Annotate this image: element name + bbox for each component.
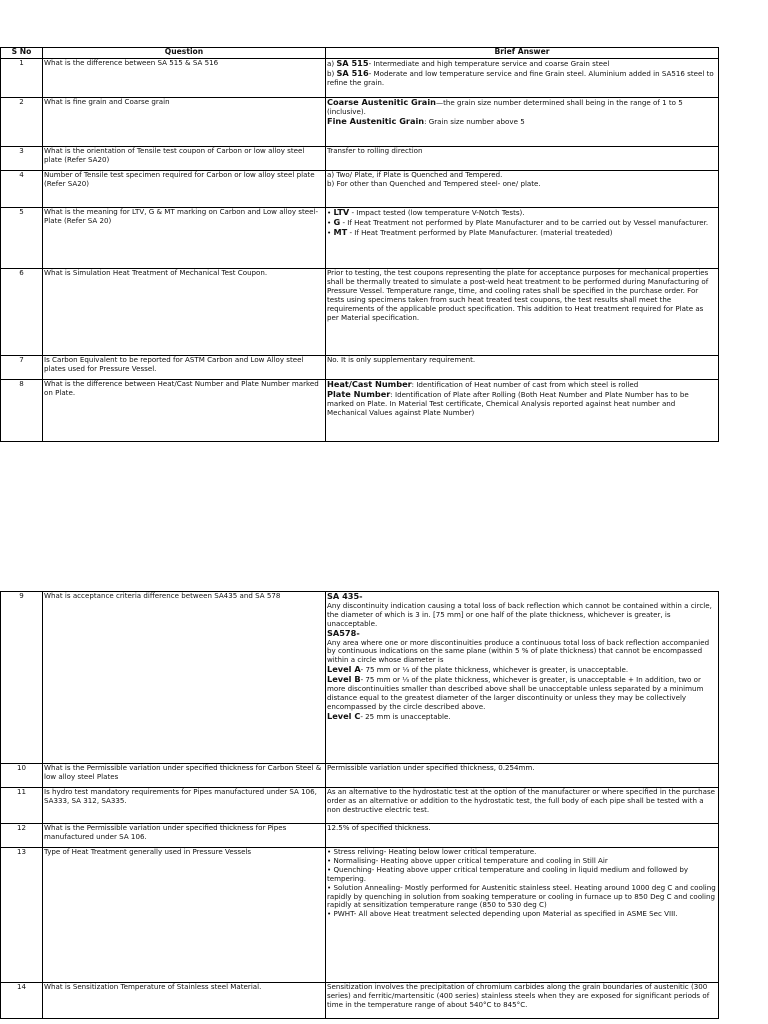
answer-text: • Solution Annealing- Mostly performed for Austenitic stainless steel. Heating around 1000 deg C and cooling rapidly by quenching in solution from soaking temperature or cooling in furnace up to 850 Deg C and cooling rapidly at sensitization temperature range (850 to 530 deg C): [327, 882, 716, 910]
question-cell: What is the difference between SA 515 & SA 516: [43, 59, 326, 98]
header-answer: Brief Answer: [326, 48, 719, 59]
question-cell: What is Simulation Heat Treatment of Mechanical Test Coupon.: [43, 269, 326, 356]
answer-text: Transfer to rolling direction: [327, 146, 423, 155]
table-row: [1, 98, 719, 147]
answer-text: Prior to testing, the test coupons representing the plate for acceptance purposes for mechanical properties shall be thermally treated to simulate a post-weld heat treatment to be performed during Manufacturing of Pressure Vessel. Temperature range, time, and cooling rates shall be specified in the purchase order. For tests using specimens taken from such heat treated test coupons, the test results shall meet the requirements of the applicable product specification. This addition to Heat treatment required for Plate as per Material specification.: [327, 268, 709, 322]
answer-line: [327, 208, 717, 218]
answer-line: [327, 910, 717, 919]
answer-term: SA 516: [336, 67, 369, 78]
answer-prefix: b): [327, 68, 337, 78]
answer-cell: [326, 824, 719, 848]
answer-cell: [326, 269, 719, 356]
table-row: [1, 59, 719, 98]
answer-term: Level B: [327, 674, 361, 685]
answer-line: [327, 390, 717, 418]
header-sno: S No: [1, 48, 43, 59]
question-cell: Is hydro test mandatory requirements for Pipes manufactured under SA 106, SA333, SA 312, SA335.: [43, 788, 326, 824]
answer-term: Level C: [327, 710, 361, 721]
qa-table-bottom: [0, 591, 719, 1019]
answer-text: : Identification of Plate after Rolling (Both Heat Number and Plate Number has to be marked on Plate. In Material Test certificate, Chemical Analysis reported against heat number and Mechanical Values against Plate Number): [327, 389, 689, 417]
question-cell: What is the orientation of Tensile test coupon of Carbon or low alloy steel plate (Refer SA20): [43, 147, 326, 171]
table-row: [1, 147, 719, 171]
answer-line: [327, 675, 717, 712]
answer-text: —the grain size number determined shall being in the range of 1 to 5 (inclusive).: [327, 98, 683, 116]
answer-text: - 75 mm or ⅓ of the plate thickness, whichever is greater, is unacceptable.: [360, 665, 629, 675]
row-number: 8: [1, 380, 43, 442]
row-number: 10: [1, 764, 43, 788]
answer-line: [327, 712, 717, 722]
answer-term: Level A: [327, 664, 361, 675]
question-cell: What is the Permissible variation under specified thickness for Carbon Steel & low alloy steel Plates: [43, 764, 326, 788]
answer-cell: [326, 592, 719, 764]
answer-cell: [326, 380, 719, 442]
question-cell: Type of Heat Treatment generally used in Pressure Vessels: [43, 848, 326, 983]
table-row: [1, 788, 719, 824]
row-number: 14: [1, 983, 43, 1019]
row-number: 7: [1, 356, 43, 380]
table-row: [1, 380, 719, 442]
table-row: [1, 592, 719, 764]
answer-cell: [326, 171, 719, 208]
answer-line: [327, 764, 717, 773]
answer-text: : Grain size number above 5: [424, 116, 525, 126]
answer-cell: [326, 147, 719, 171]
answer-term: G: [333, 216, 341, 227]
answer-text: • Normalising- Heating above upper critical temperature and cooling in Still Air: [327, 855, 608, 865]
question-cell: What is the difference between Heat/Cast Number and Plate Number marked on Plate.: [43, 380, 326, 442]
qa-table-top: [0, 47, 719, 442]
table-row: [1, 824, 719, 848]
table-row: [1, 983, 719, 1019]
answer-line: [327, 788, 717, 815]
row-number: 5: [1, 208, 43, 269]
answer-text: Any discontinuity indication causing a total loss of back reflection which cannot be contained within a circle, the diameter of which is 3 in. [75 mm] or one half of the plate thickness, whichever is greater, is unacceptable.: [327, 600, 712, 628]
answer-term: Coarse Austenitic Grain: [327, 97, 436, 107]
question-cell: What is Sensitization Temperature of Stainless steel Material.: [43, 983, 326, 1019]
answer-text: b) For other than Quenched and Tempered steel- one/ plate.: [327, 178, 541, 188]
answer-cell: [326, 788, 719, 824]
answer-text: Permissible variation under specified thickness, 0.254mm.: [327, 763, 535, 772]
answer-text: : Identification of Heat number of cast from which steel is rolled: [411, 380, 639, 389]
answer-prefix: •: [327, 208, 334, 217]
answer-term: Fine Austenitic Grain: [327, 115, 425, 126]
table-row: [1, 171, 719, 208]
answer-cell: [326, 983, 719, 1019]
answer-cell: [326, 848, 719, 983]
answer-text: • Quenching- Heating above upper critical temperature and cooling in liquid medium and followed by tempering.: [327, 864, 689, 883]
row-number: 1: [1, 59, 43, 98]
question-cell: What is fine grain and Coarse grain: [43, 98, 326, 147]
answer-line: [327, 117, 717, 127]
answer-term: MT: [333, 226, 348, 237]
answer-line: [327, 824, 717, 833]
answer-cell: [326, 356, 719, 380]
answer-text: - Moderate and low temperature service and fine Grain steel. Aluminium added in SA516 steel to refine the grain.: [327, 68, 714, 87]
answer-line: [327, 665, 717, 675]
answer-term: SA 435-: [327, 591, 363, 601]
answer-line: [327, 147, 717, 156]
answer-text: a) Two/ Plate, if Plate is Quenched and Tempered.: [327, 170, 503, 179]
answer-line: [327, 69, 717, 88]
answer-text: - Intermediate and high temperature service and coarse Grain steel: [368, 59, 610, 68]
answer-term: Heat/Cast Number: [327, 379, 412, 389]
answer-line: [327, 218, 717, 228]
row-number: 12: [1, 824, 43, 848]
answer-line: [327, 639, 717, 666]
row-number: 3: [1, 147, 43, 171]
answer-line: [327, 884, 717, 911]
answer-text: As an alternative to the hydrostatic test at the option of the manufacturer or where specified in the purchase order as an alternative or addition to the hydrostatic test, the full body of each pipe shall be tested with a non destructive electric test.: [327, 787, 716, 814]
question-cell: What is the Permissible variation under specified thickness for Pipes manufactured under SA 106.: [43, 824, 326, 848]
answer-term: SA 515: [336, 58, 369, 68]
table-row: [1, 269, 719, 356]
answer-line: [327, 98, 717, 117]
answer-text: 12.5% of specified thickness.: [327, 823, 431, 832]
header-row: [1, 48, 719, 59]
answer-text: - 25 mm is unacceptable.: [360, 711, 451, 721]
table-row: [1, 848, 719, 983]
table-row: [1, 356, 719, 380]
answer-line: [327, 59, 717, 69]
answer-line: [327, 228, 717, 238]
answer-text: No. It is only supplementary requirement.: [327, 355, 476, 364]
answer-text: - If Heat Treatment performed by Plate Manufacturer. (material treateded): [347, 227, 613, 237]
row-number: 13: [1, 848, 43, 983]
answer-term: LTV: [333, 207, 350, 217]
row-number: 2: [1, 98, 43, 147]
row-number: 4: [1, 171, 43, 208]
answer-prefix: a): [327, 59, 337, 68]
answer-text: - If Heat Treatment not performed by Plate Manufacturer and to be carried out by Vessel manufacturer.: [340, 217, 709, 227]
answer-text: Any area where one or more discontinuities produce a continuous total loss of back reflection accompanied by continuous indications on the same plane (within 5 % of plate thickness) that cannot be encompassed within a circle whose diameter is: [327, 637, 710, 665]
table-row: [1, 764, 719, 788]
table-row: [1, 208, 719, 269]
answer-line: [327, 356, 717, 365]
answer-text: Sensitization involves the precipitation of chromium carbides along the grain boundaries of austenitic (300 series) and ferritic/martensitic (400 series) stainless steels when they are exposed for significant periods of time in the temperature range of about 540°C to 845°C.: [327, 982, 710, 1009]
question-cell: What is the meaning for LTV, G & MT marking on Carbon and Low alloy steel-Plate (Refer SA 20): [43, 208, 326, 269]
answer-line: [327, 602, 717, 629]
answer-text: - 75 mm or ⅓ of the plate thickness, whichever is greater, is unacceptable + In addition, two or more discontinuities smaller than described above shall be unacceptable unless separated by a minimum distance equal to the greatest diameter of the larger discontinuity or unless they may be collectively encompassed by the circle described above.: [327, 675, 704, 711]
answer-line: [327, 269, 717, 322]
row-number: 6: [1, 269, 43, 356]
answer-cell: [326, 98, 719, 147]
answer-text: • Stress reliving- Heating below lower critical temperature.: [327, 847, 537, 856]
answer-term: SA578-: [327, 627, 360, 638]
answer-line: [327, 983, 717, 1010]
row-number: 11: [1, 788, 43, 824]
answer-cell: [326, 764, 719, 788]
question-cell: Is Carbon Equivalent to be reported for ASTM Carbon and Low Alloy steel plates used for Pressure Vessel.: [43, 356, 326, 380]
answer-cell: [326, 59, 719, 98]
answer-cell: [326, 208, 719, 269]
answer-text: • PWHT- All above Heat treatment selected depending upon Material as specified in ASME Sec VIII.: [327, 909, 678, 919]
answer-term: Plate Number: [327, 388, 391, 399]
answer-line: [327, 866, 717, 884]
question-cell: What is acceptance criteria difference between SA435 and SA 578: [43, 592, 326, 764]
question-cell: Number of Tensile test specimen required for Carbon or low alloy steel plate (Refer SA20): [43, 171, 326, 208]
answer-prefix: •: [327, 227, 334, 237]
header-question: Question: [43, 48, 326, 59]
answer-line: [327, 180, 717, 189]
answer-text: - Impact tested (low temperature V-Notch Tests).: [349, 208, 525, 217]
answer-prefix: •: [327, 217, 334, 227]
row-number: 9: [1, 592, 43, 764]
